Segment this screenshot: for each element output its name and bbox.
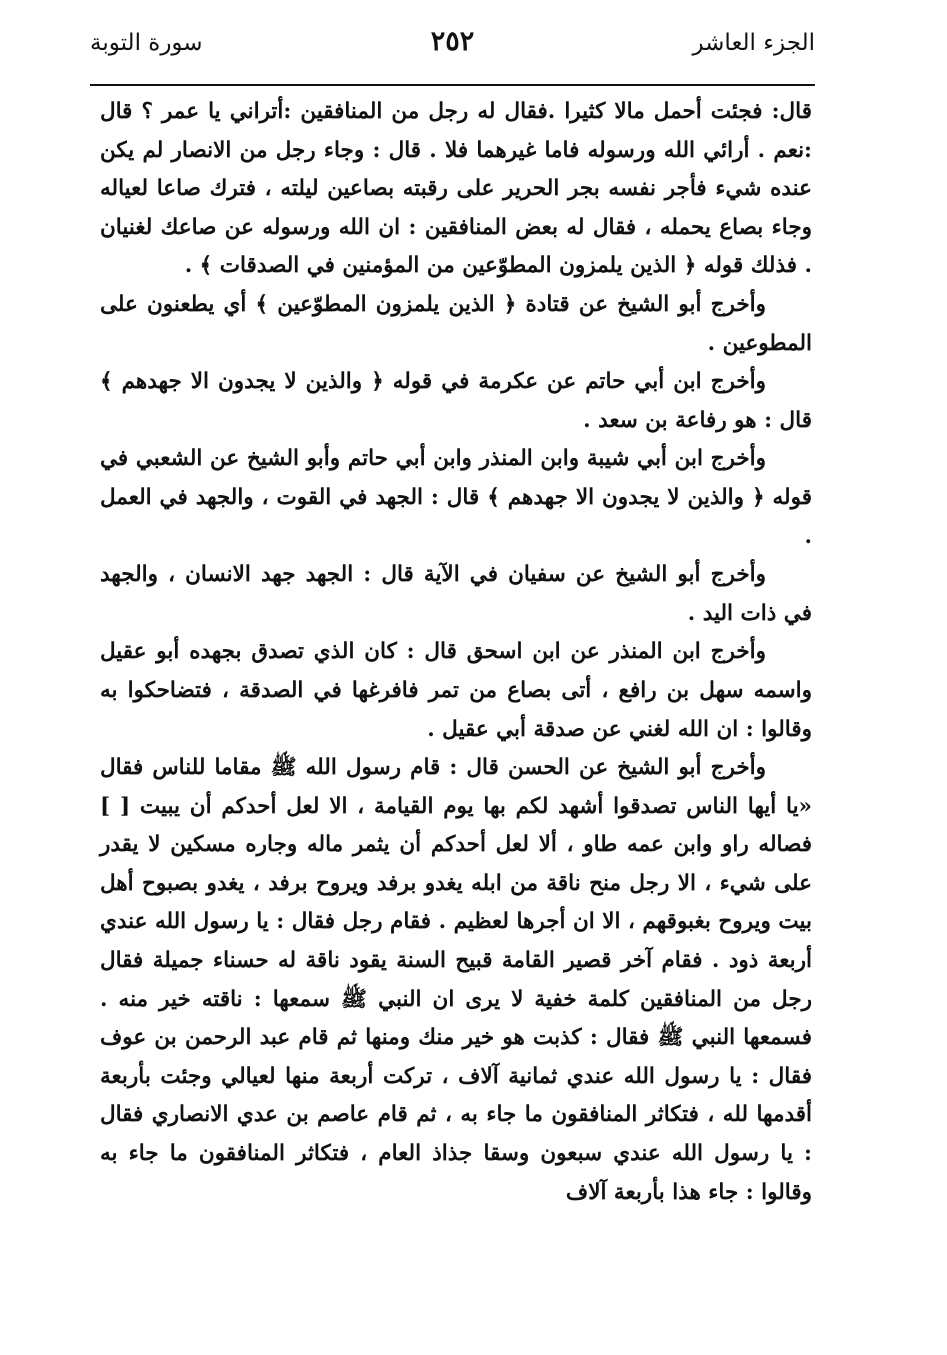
paragraph: قال: فجئت أحمل مالا كثيرا .فقال له رجل من المنافقين :أتراني يا عمر ؟ قال :نعم . أرائي الله ورسوله فاما غيرهما فلا . قال : وجاء رجل من الانصار لم يكن عنده شيء فأجر نفسه بجر الحرير على رقبته بصاعين ليلته ، فترك صاعا لعياله وجاء بصاع يحمله ، فقال له بعض المنافقين : ان الله ورسوله عن صاعك لغنيان . فذلك قوله ﴿ الذين يلمزون المطوّعين من المؤمنين في الصدقات ﴾ . (100, 99, 812, 279)
page-header (90, 22, 815, 70)
page-number: ٢٥٢ (430, 26, 475, 57)
header-divider (90, 84, 815, 86)
paragraph: وأخرج ابن المنذر عن ابن اسحق قال : كان الذي تصدق بجهده أبو عقيل واسمه سهل بن رافع ، أتى بصاع من تمر فافرغها في الصدقة ، فتضاحكوا به وقالوا : ان الله لغني عن صدقة أبي عقيل . (100, 639, 812, 742)
paragraph: وأخرج أبو الشيخ عن الحسن قال : قام رسول الله ﷺ مقاما للناس فقال «يا أيها الناس تصدقوا أشهد لكم بها يوم القيامة ، الا لعل أحدكم أن يبيت [ ] فصاله راو وابن عمه طاو ، ألا لعل أحدكم أن يثمر ماله وجاره مسكين لا يقدر على شيء ، الا رجل منح ناقة من ابله يغدو برفد ويروح برفد ، يغدو بصبوح أهل بيت ويروح بغبوقهم ، الا ان أجرها لعظيم . فقام رجل فقال : يا رسول الله عندي أربعة ذود . فقام آخر قصير القامة قبيح السنة يقود ناقة له حسناء جميلة فقال رجل من المنافقين كلمة خفية لا يرى ان النبي ﷺ سمعها : ناقته خير منه . فسمعها النبي ﷺ فقال : كذبت هو خير منك ومنها ثم قام عبد الرحمن بن عوف فقال : يا رسول الله عندي ثمانية آلاف ، تركت أربعة منها لعيالي وجئت بأربعة أقدمها لله ، فتكاثر المنافقون ما جاء به ، ثم قام عاصم بن عدي الانصاري فقال : يا رسول الله عندي سبعون وسقا جذاذ العام ، فتكاثر المنافقون ما جاء به وقالوا : جاء هذا بأربعة آلاف (100, 755, 812, 1205)
surah-title: سورة التوبة (90, 30, 203, 56)
part-title: الجزء العاشر (692, 30, 815, 56)
page-body (100, 93, 812, 1212)
paragraph: وأخرج أبو الشيخ عن قتادة ﴿ الذين يلمزون المطوّعين ﴾ أي يطعنون على المطوعين . (100, 291, 812, 356)
paragraph: وأخرج ابن أبي شيبة وابن المنذر وابن أبي حاتم وأبو الشيخ عن الشعبي في قوله ﴿ والذين لا يجدون الا جهدهم ﴾ قال : الجهد في القوت ، والجهد في العمل . (100, 446, 812, 549)
paragraph: وأخرج أبو الشيخ عن سفيان في الآية قال : الجهد جهد الانسان ، والجهد في ذات اليد . (100, 562, 812, 626)
paragraph: وأخرج ابن أبي حاتم عن عكرمة في قوله ﴿ والذين لا يجدون الا جهدهم ﴾ قال : هو رفاعة بن سعد . (100, 369, 812, 433)
